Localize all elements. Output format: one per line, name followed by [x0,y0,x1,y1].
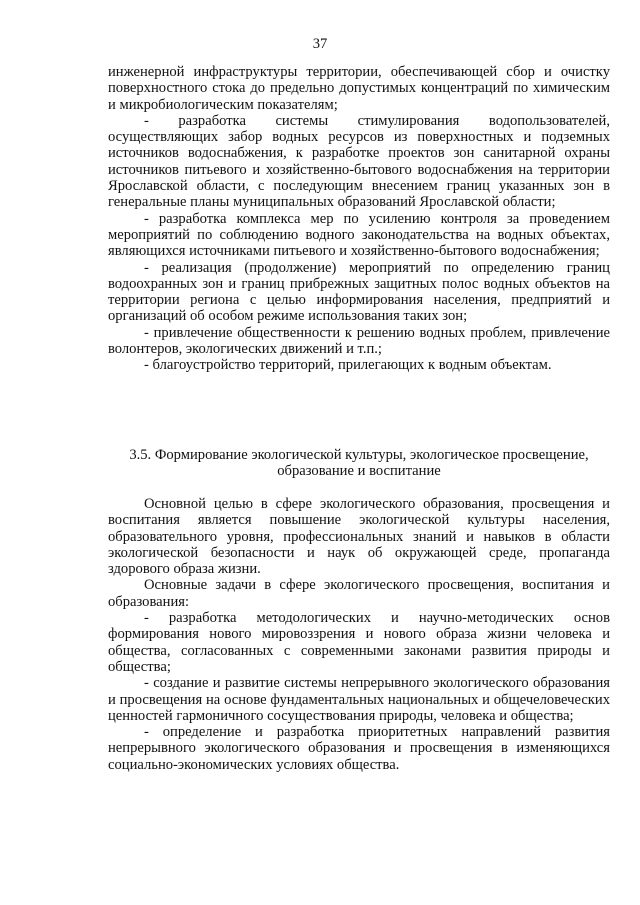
section-heading-line-2: образование и воспитание [277,463,441,480]
paragraph: инженерной инфраструктуры территории, обеспечивающей сбор и очистку поверхностного стока до предельно допустимых концентраций по химическим и микробиологическим показателям; [108,64,610,113]
section-heading [108,447,610,480]
list-item: - привлечение общественности к решению водных проблем, привлечение волонтеров, экологических движений и т.п.; [108,324,610,358]
list-item: - реализация (продолжение) мероприятий по определению границ водоохранных зон и границ прибрежных защитных полос водных объектов на территории региона с целью информирования населения, предприятий и организаций об особом режиме использования таких зон; [108,259,610,325]
paragraph: Основной целью в сфере экологического образования, просвещения и воспитания является повышение экологической культуры населения, образовательного уровня, профессиональных знаний и навыков в области экологической безопасности и наук об окружающей среде, пропаганда здорового образа жизни. [108,496,610,578]
list-item: - благоустройство территорий, прилегающих к водным объектам. [144,357,552,374]
text-block-ecological-education [108,496,610,773]
list-item: - создание и развитие системы непрерывного экологического образования и просвещения на основе фундаментальных национальных и общечеловеческих ценностей гармоничного сосуществования природы, человека и общества; [108,675,610,724]
list-item: - разработка методологических и научно-методических основ формирования нового мировоззрения и нового образа жизни человека и общества, согласованных с современными законами развития природы и общества; [108,610,610,675]
paragraph: Основные задачи в сфере экологического просвещения, воспитания и образования: [108,577,610,610]
list-item: - разработка системы стимулирования водопользователей, осуществляющих забор водных ресурсов из поверхностных и подземных источников водоснабжения, к разработке проектов зон санитарной охраны источников питьевого и хозяйственно-бытового водоснабжения на территории Ярославской области, с последующим внесением границ указанных зон в генеральные планы муниципальных образований Ярославской области; [108,112,610,211]
list-item: - определение и разработка приоритетных направлений развития непрерывного экологического образования и просвещения в изменяющихся социально-экономических условиях общества. [108,724,610,773]
section-heading-line-1: 3.5. Формирование экологической культуры, экологическое просвещение, [129,447,589,463]
page-number: 37 [312,36,328,52]
list-item: - разработка комплекса мер по усилению контроля за проведением мероприятий по соблюдению водного законодательства на водных объектах, являющихся источниками питьевого и хозяйственно-бытового водоснабжения; [108,210,610,260]
text-block-water-measures [108,64,610,374]
